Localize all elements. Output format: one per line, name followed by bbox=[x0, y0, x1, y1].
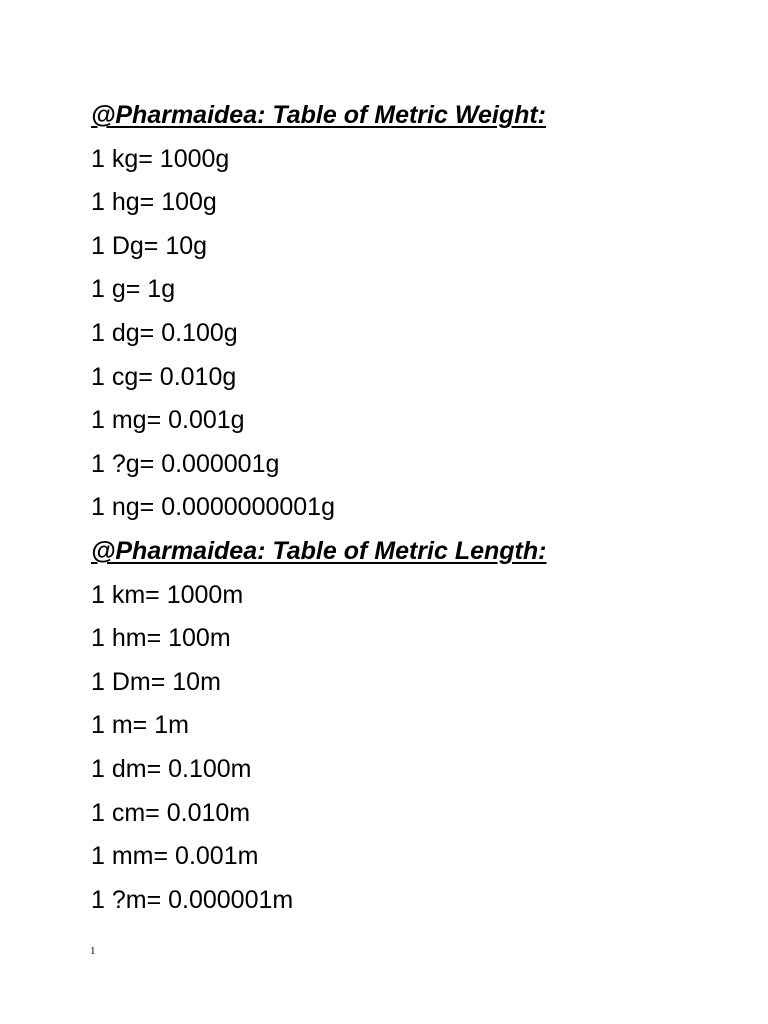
length-row-dm-deci: 1 dm= 0.100m bbox=[91, 754, 252, 783]
length-row-hm: 1 hm= 100m bbox=[91, 624, 231, 653]
length-row-mm: 1 mm= 0.001m bbox=[91, 842, 259, 871]
weight-row-g: 1 g= 1g bbox=[91, 275, 176, 304]
length-table-heading: @Pharmaidea: Table of Metric Length: bbox=[91, 536, 547, 565]
weight-table-rows bbox=[91, 138, 731, 530]
document-content bbox=[91, 94, 731, 922]
length-row-m: 1 m= 1m bbox=[91, 711, 189, 740]
length-row-km: 1 km= 1000m bbox=[91, 580, 244, 609]
weight-row-microgram: 1 ?g= 0.000001g bbox=[91, 449, 280, 478]
weight-row-ng: 1 ng= 0.0000000001g bbox=[91, 493, 335, 522]
weight-row-dg-deci: 1 dg= 0.100g bbox=[91, 318, 238, 347]
weight-row-mg: 1 mg= 0.001g bbox=[91, 406, 245, 435]
length-row-dm-deca: 1 Dm= 10m bbox=[91, 667, 221, 696]
weight-row-cg: 1 cg= 0.010g bbox=[91, 362, 237, 391]
length-row-cm: 1 cm= 0.010m bbox=[91, 798, 251, 827]
weight-row-dg-deca: 1 Dg= 10g bbox=[91, 231, 208, 260]
weight-table-heading: @Pharmaidea: Table of Metric Weight: bbox=[91, 101, 547, 129]
length-row-micrometer: 1 ?m= 0.000001m bbox=[91, 885, 294, 914]
page-number: 1 bbox=[90, 945, 96, 957]
length-table-rows bbox=[91, 574, 731, 923]
weight-row-hg: 1 hg= 100g bbox=[91, 188, 217, 217]
weight-row-kg: 1 kg= 1000g bbox=[91, 144, 230, 173]
